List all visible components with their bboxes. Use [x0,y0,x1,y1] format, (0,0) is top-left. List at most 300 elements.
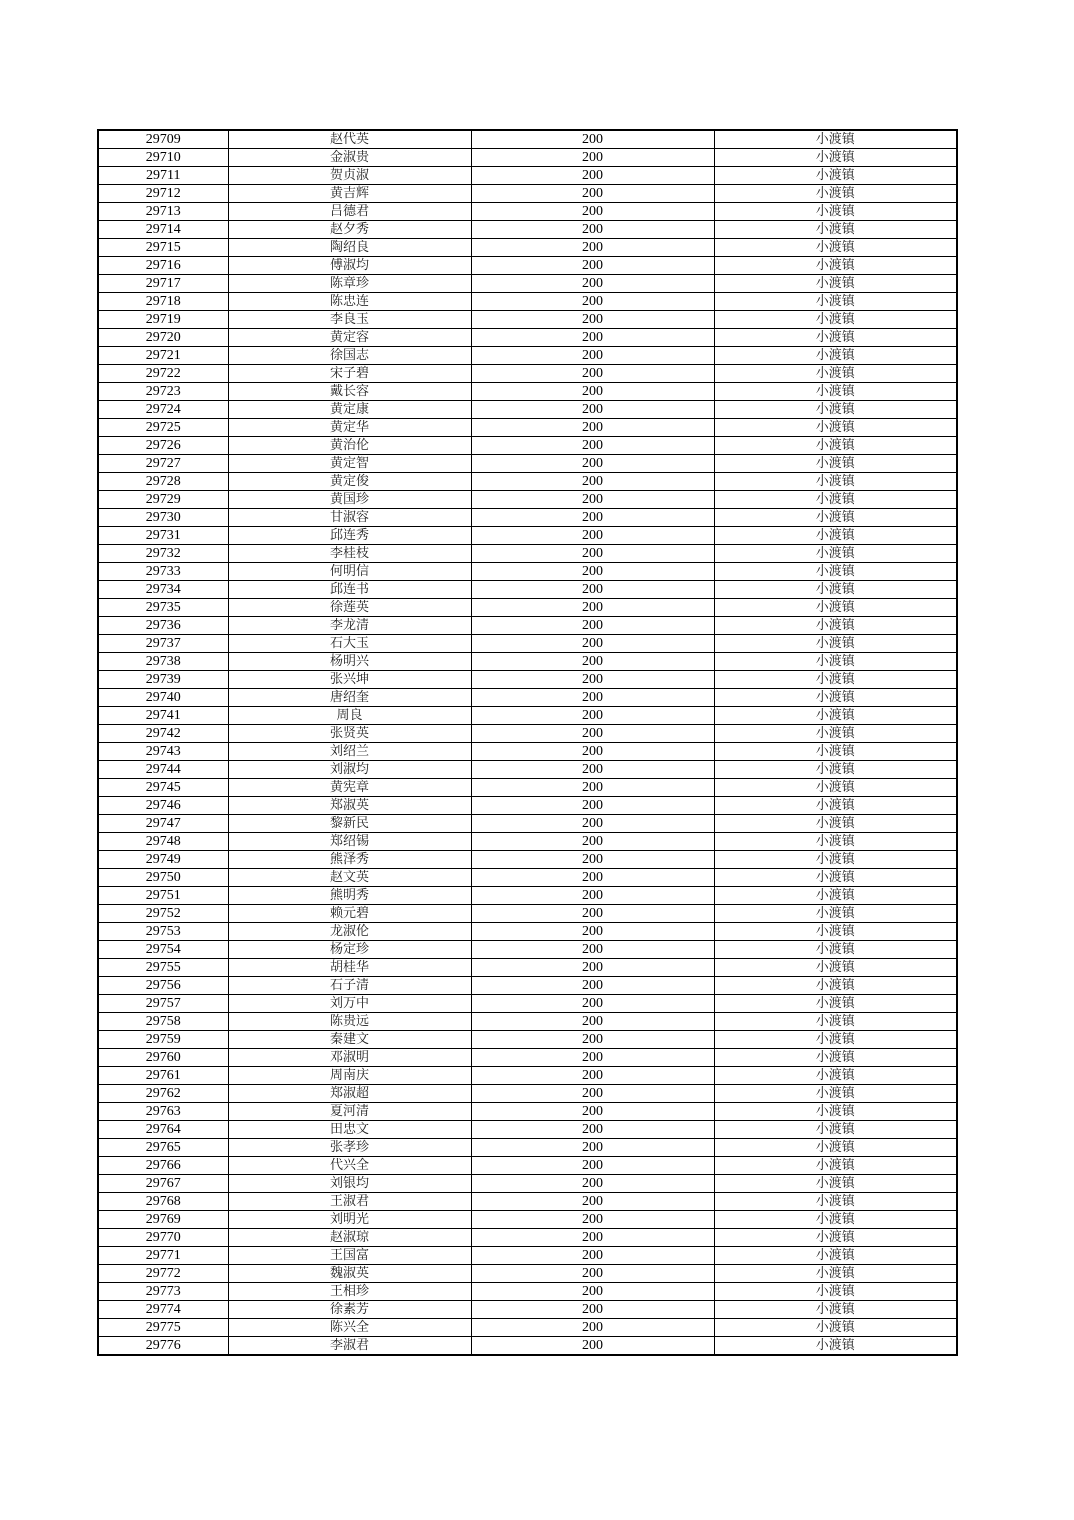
row-id-cell: 29716 [98,257,228,275]
row-town-cell: 小渡镇 [714,1103,957,1121]
table-row [98,1121,957,1139]
row-amount-cell: 200 [471,1247,714,1265]
row-name-cell: 王淑君 [228,1193,471,1211]
row-amount-cell: 200 [471,1229,714,1247]
row-name-cell: 陈贵远 [228,1013,471,1031]
row-amount-cell: 200 [471,1175,714,1193]
row-id-cell: 29721 [98,347,228,365]
table-row [98,923,957,941]
row-name-cell: 陶绍良 [228,239,471,257]
roster-body [98,130,957,1355]
row-name-cell: 黄定康 [228,401,471,419]
row-id-cell: 29768 [98,1193,228,1211]
table-row [98,581,957,599]
table-row [98,167,957,185]
row-town-cell: 小渡镇 [714,149,957,167]
table-row [98,635,957,653]
row-id-cell: 29767 [98,1175,228,1193]
row-town-cell: 小渡镇 [714,833,957,851]
row-amount-cell: 200 [471,995,714,1013]
table-row [98,347,957,365]
row-town-cell: 小渡镇 [714,977,957,995]
row-id-cell: 29730 [98,509,228,527]
row-id-cell: 29712 [98,185,228,203]
row-name-cell: 郑绍锡 [228,833,471,851]
row-name-cell: 赵夕秀 [228,221,471,239]
table-row [98,743,957,761]
row-id-cell: 29726 [98,437,228,455]
row-id-cell: 29709 [98,130,228,149]
row-town-cell: 小渡镇 [714,995,957,1013]
row-town-cell: 小渡镇 [714,383,957,401]
row-town-cell: 小渡镇 [714,239,957,257]
row-amount-cell: 200 [471,815,714,833]
row-amount-cell: 200 [471,725,714,743]
row-amount-cell: 200 [471,905,714,923]
row-town-cell: 小渡镇 [714,1175,957,1193]
row-town-cell: 小渡镇 [714,599,957,617]
row-amount-cell: 200 [471,851,714,869]
row-name-cell: 黄吉辉 [228,185,471,203]
row-amount-cell: 200 [471,419,714,437]
row-amount-cell: 200 [471,293,714,311]
table-row [98,887,957,905]
row-town-cell: 小渡镇 [714,869,957,887]
row-amount-cell: 200 [471,797,714,815]
row-town-cell: 小渡镇 [714,1283,957,1301]
row-amount-cell: 200 [471,869,714,887]
table-row [98,527,957,545]
table-row [98,1247,957,1265]
row-amount-cell: 200 [471,1067,714,1085]
table-row [98,1175,957,1193]
row-id-cell: 29728 [98,473,228,491]
row-name-cell: 李淑君 [228,1337,471,1356]
table-row [98,1085,957,1103]
row-amount-cell: 200 [471,365,714,383]
row-town-cell: 小渡镇 [714,527,957,545]
row-town-cell: 小渡镇 [714,401,957,419]
row-town-cell: 小渡镇 [714,1085,957,1103]
row-amount-cell: 200 [471,599,714,617]
row-name-cell: 陈忠连 [228,293,471,311]
table-row [98,689,957,707]
row-name-cell: 代兴全 [228,1157,471,1175]
row-id-cell: 29742 [98,725,228,743]
row-id-cell: 29722 [98,365,228,383]
row-town-cell: 小渡镇 [714,275,957,293]
table-row [98,221,957,239]
row-town-cell: 小渡镇 [714,185,957,203]
row-amount-cell: 200 [471,689,714,707]
row-id-cell: 29736 [98,617,228,635]
row-name-cell: 张兴坤 [228,671,471,689]
row-amount-cell: 200 [471,1265,714,1283]
row-name-cell: 王相珍 [228,1283,471,1301]
row-id-cell: 29753 [98,923,228,941]
table-row [98,365,957,383]
table-row [98,1067,957,1085]
row-name-cell: 刘银均 [228,1175,471,1193]
row-town-cell: 小渡镇 [714,1049,957,1067]
row-name-cell: 张贤英 [228,725,471,743]
row-name-cell: 黄定智 [228,455,471,473]
table-row [98,905,957,923]
table-row [98,1265,957,1283]
row-id-cell: 29757 [98,995,228,1013]
row-id-cell: 29727 [98,455,228,473]
row-name-cell: 石子清 [228,977,471,995]
row-amount-cell: 200 [471,1283,714,1301]
row-town-cell: 小渡镇 [714,923,957,941]
row-amount-cell: 200 [471,1337,714,1356]
row-town-cell: 小渡镇 [714,329,957,347]
table-row [98,1283,957,1301]
row-town-cell: 小渡镇 [714,1337,957,1356]
row-amount-cell: 200 [471,1193,714,1211]
row-amount-cell: 200 [471,1211,714,1229]
row-town-cell: 小渡镇 [714,941,957,959]
table-row [98,545,957,563]
row-town-cell: 小渡镇 [714,545,957,563]
table-row [98,473,957,491]
row-name-cell: 黎新民 [228,815,471,833]
row-amount-cell: 200 [471,923,714,941]
row-town-cell: 小渡镇 [714,743,957,761]
table-row [98,1103,957,1121]
table-row [98,1229,957,1247]
row-id-cell: 29749 [98,851,228,869]
table-row [98,185,957,203]
row-town-cell: 小渡镇 [714,959,957,977]
row-id-cell: 29755 [98,959,228,977]
row-name-cell: 熊泽秀 [228,851,471,869]
row-amount-cell: 200 [471,329,714,347]
row-id-cell: 29731 [98,527,228,545]
table-row [98,491,957,509]
row-name-cell: 熊明秀 [228,887,471,905]
row-amount-cell: 200 [471,545,714,563]
row-name-cell: 何明信 [228,563,471,581]
row-id-cell: 29724 [98,401,228,419]
row-amount-cell: 200 [471,383,714,401]
row-id-cell: 29741 [98,707,228,725]
row-name-cell: 赵淑琼 [228,1229,471,1247]
row-amount-cell: 200 [471,887,714,905]
row-name-cell: 甘淑容 [228,509,471,527]
row-town-cell: 小渡镇 [714,1211,957,1229]
row-id-cell: 29763 [98,1103,228,1121]
row-amount-cell: 200 [471,203,714,221]
row-town-cell: 小渡镇 [714,509,957,527]
row-name-cell: 黄治伦 [228,437,471,455]
row-name-cell: 郑淑英 [228,797,471,815]
row-id-cell: 29752 [98,905,228,923]
row-town-cell: 小渡镇 [714,689,957,707]
table-row [98,959,957,977]
row-town-cell: 小渡镇 [714,455,957,473]
row-town-cell: 小渡镇 [714,725,957,743]
table-row [98,1049,957,1067]
table-row [98,1319,957,1337]
row-town-cell: 小渡镇 [714,1319,957,1337]
row-id-cell: 29769 [98,1211,228,1229]
row-id-cell: 29718 [98,293,228,311]
row-town-cell: 小渡镇 [714,419,957,437]
row-id-cell: 29758 [98,1013,228,1031]
table-row [98,437,957,455]
row-name-cell: 夏河清 [228,1103,471,1121]
row-id-cell: 29729 [98,491,228,509]
row-town-cell: 小渡镇 [714,563,957,581]
row-town-cell: 小渡镇 [714,203,957,221]
table-row [98,1031,957,1049]
row-name-cell: 陈兴全 [228,1319,471,1337]
row-town-cell: 小渡镇 [714,311,957,329]
table-row [98,779,957,797]
table-row [98,833,957,851]
table-row [98,1139,957,1157]
table-row [98,707,957,725]
row-amount-cell: 200 [471,130,714,149]
row-town-cell: 小渡镇 [714,1301,957,1319]
row-amount-cell: 200 [471,455,714,473]
row-amount-cell: 200 [471,527,714,545]
row-name-cell: 周良 [228,707,471,725]
table-row [98,797,957,815]
row-amount-cell: 200 [471,275,714,293]
row-id-cell: 29737 [98,635,228,653]
table-row [98,419,957,437]
table-row [98,455,957,473]
row-amount-cell: 200 [471,635,714,653]
row-id-cell: 29772 [98,1265,228,1283]
table-row [98,329,957,347]
row-name-cell: 杨明兴 [228,653,471,671]
row-town-cell: 小渡镇 [714,473,957,491]
row-town-cell: 小渡镇 [714,581,957,599]
row-amount-cell: 200 [471,1157,714,1175]
row-name-cell: 戴长容 [228,383,471,401]
row-id-cell: 29733 [98,563,228,581]
row-town-cell: 小渡镇 [714,851,957,869]
row-id-cell: 29746 [98,797,228,815]
row-id-cell: 29766 [98,1157,228,1175]
row-name-cell: 李龙清 [228,617,471,635]
row-name-cell: 吕德君 [228,203,471,221]
row-name-cell: 周南庆 [228,1067,471,1085]
row-id-cell: 29714 [98,221,228,239]
row-id-cell: 29762 [98,1085,228,1103]
table-row [98,203,957,221]
row-town-cell: 小渡镇 [714,167,957,185]
row-id-cell: 29739 [98,671,228,689]
row-amount-cell: 200 [471,1319,714,1337]
table-row [98,851,957,869]
row-name-cell: 胡桂华 [228,959,471,977]
row-id-cell: 29754 [98,941,228,959]
row-town-cell: 小渡镇 [714,1157,957,1175]
table-row [98,869,957,887]
row-id-cell: 29756 [98,977,228,995]
row-town-cell: 小渡镇 [714,617,957,635]
row-amount-cell: 200 [471,347,714,365]
row-id-cell: 29743 [98,743,228,761]
row-id-cell: 29740 [98,689,228,707]
row-town-cell: 小渡镇 [714,1139,957,1157]
row-id-cell: 29719 [98,311,228,329]
row-amount-cell: 200 [471,1085,714,1103]
table-row [98,1211,957,1229]
row-name-cell: 刘万中 [228,995,471,1013]
row-town-cell: 小渡镇 [714,1265,957,1283]
table-row [98,1013,957,1031]
row-town-cell: 小渡镇 [714,130,957,149]
row-name-cell: 邱连秀 [228,527,471,545]
row-id-cell: 29735 [98,599,228,617]
table-row [98,617,957,635]
table-row [98,401,957,419]
row-name-cell: 刘淑均 [228,761,471,779]
row-id-cell: 29750 [98,869,228,887]
row-id-cell: 29744 [98,761,228,779]
row-id-cell: 29710 [98,149,228,167]
row-id-cell: 29738 [98,653,228,671]
row-amount-cell: 200 [471,707,714,725]
row-name-cell: 陈章珍 [228,275,471,293]
row-name-cell: 傅淑均 [228,257,471,275]
row-town-cell: 小渡镇 [714,1193,957,1211]
row-amount-cell: 200 [471,401,714,419]
row-town-cell: 小渡镇 [714,221,957,239]
row-name-cell: 金淑贵 [228,149,471,167]
row-town-cell: 小渡镇 [714,653,957,671]
table-row [98,509,957,527]
row-town-cell: 小渡镇 [714,1031,957,1049]
row-id-cell: 29775 [98,1319,228,1337]
row-id-cell: 29715 [98,239,228,257]
row-id-cell: 29717 [98,275,228,293]
row-amount-cell: 200 [471,977,714,995]
row-amount-cell: 200 [471,167,714,185]
table-row [98,977,957,995]
row-name-cell: 徐素芳 [228,1301,471,1319]
row-amount-cell: 200 [471,1139,714,1157]
row-town-cell: 小渡镇 [714,707,957,725]
row-town-cell: 小渡镇 [714,887,957,905]
row-amount-cell: 200 [471,491,714,509]
row-name-cell: 魏淑英 [228,1265,471,1283]
row-name-cell: 石大玉 [228,635,471,653]
row-name-cell: 秦建文 [228,1031,471,1049]
row-id-cell: 29734 [98,581,228,599]
row-amount-cell: 200 [471,959,714,977]
row-amount-cell: 200 [471,1031,714,1049]
row-amount-cell: 200 [471,1121,714,1139]
row-id-cell: 29764 [98,1121,228,1139]
row-town-cell: 小渡镇 [714,365,957,383]
row-name-cell: 宋子碧 [228,365,471,383]
row-town-cell: 小渡镇 [714,347,957,365]
row-name-cell: 赵文英 [228,869,471,887]
row-id-cell: 29711 [98,167,228,185]
row-amount-cell: 200 [471,833,714,851]
row-name-cell: 邓淑明 [228,1049,471,1067]
row-amount-cell: 200 [471,1013,714,1031]
row-amount-cell: 200 [471,941,714,959]
table-row [98,671,957,689]
row-id-cell: 29748 [98,833,228,851]
row-town-cell: 小渡镇 [714,491,957,509]
row-amount-cell: 200 [471,1049,714,1067]
row-id-cell: 29725 [98,419,228,437]
row-town-cell: 小渡镇 [714,293,957,311]
table-row [98,941,957,959]
row-amount-cell: 200 [471,185,714,203]
row-town-cell: 小渡镇 [714,635,957,653]
row-amount-cell: 200 [471,257,714,275]
row-town-cell: 小渡镇 [714,257,957,275]
row-name-cell: 李良玉 [228,311,471,329]
row-name-cell: 黄定俊 [228,473,471,491]
row-name-cell: 刘绍兰 [228,743,471,761]
row-amount-cell: 200 [471,473,714,491]
table-row [98,1193,957,1211]
row-amount-cell: 200 [471,653,714,671]
row-town-cell: 小渡镇 [714,437,957,455]
row-town-cell: 小渡镇 [714,779,957,797]
row-id-cell: 29732 [98,545,228,563]
row-amount-cell: 200 [471,509,714,527]
table-row [98,761,957,779]
row-id-cell: 29759 [98,1031,228,1049]
row-name-cell: 徐莲英 [228,599,471,617]
row-town-cell: 小渡镇 [714,671,957,689]
row-id-cell: 29774 [98,1301,228,1319]
row-name-cell: 杨定珍 [228,941,471,959]
row-town-cell: 小渡镇 [714,815,957,833]
row-id-cell: 29745 [98,779,228,797]
row-name-cell: 龙淑伦 [228,923,471,941]
table-row [98,239,957,257]
row-amount-cell: 200 [471,617,714,635]
row-town-cell: 小渡镇 [714,797,957,815]
row-amount-cell: 200 [471,761,714,779]
table-row [98,383,957,401]
row-name-cell: 黄宪章 [228,779,471,797]
row-name-cell: 刘明光 [228,1211,471,1229]
row-amount-cell: 200 [471,671,714,689]
row-id-cell: 29761 [98,1067,228,1085]
row-name-cell: 唐绍奎 [228,689,471,707]
row-town-cell: 小渡镇 [714,1013,957,1031]
row-id-cell: 29723 [98,383,228,401]
row-amount-cell: 200 [471,437,714,455]
table-row [98,1337,957,1356]
row-name-cell: 黄国珍 [228,491,471,509]
table-row [98,995,957,1013]
row-name-cell: 郑淑超 [228,1085,471,1103]
row-amount-cell: 200 [471,311,714,329]
row-town-cell: 小渡镇 [714,1067,957,1085]
row-amount-cell: 200 [471,1103,714,1121]
table-row [98,599,957,617]
table-row [98,293,957,311]
roster-table [97,129,958,1356]
row-amount-cell: 200 [471,1301,714,1319]
table-row [98,653,957,671]
table-row [98,1301,957,1319]
